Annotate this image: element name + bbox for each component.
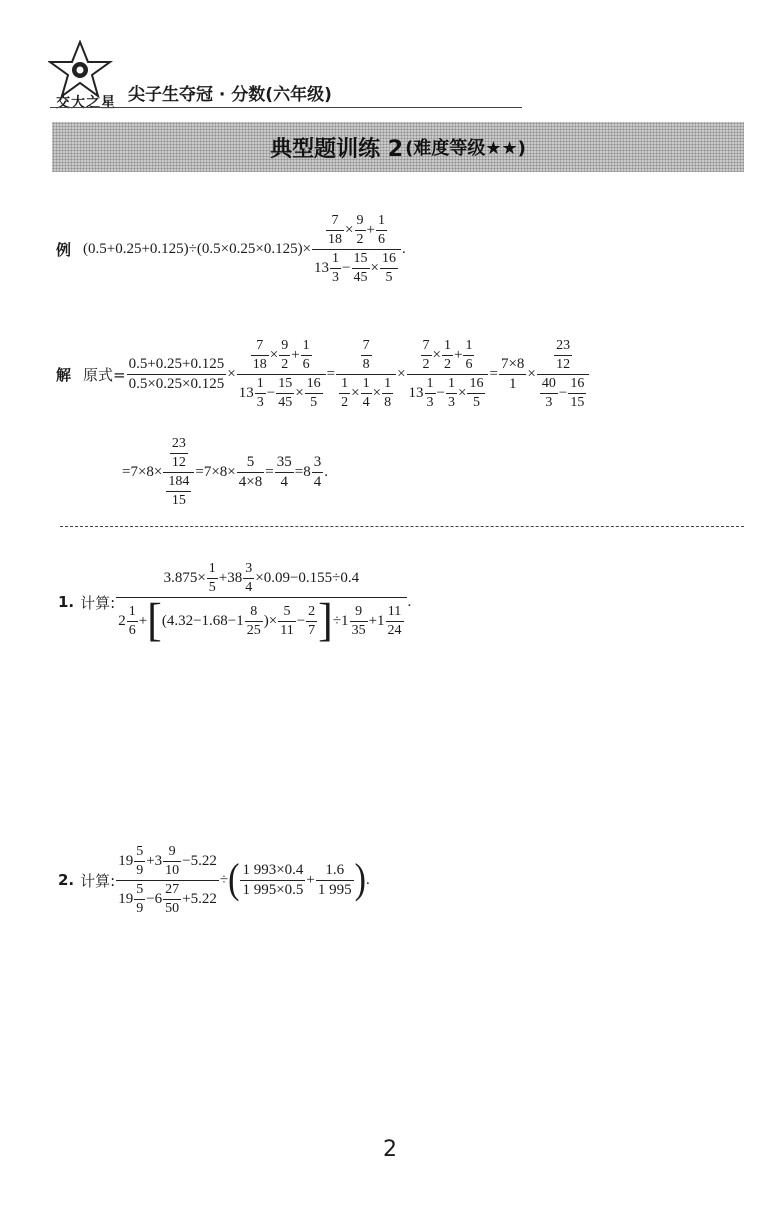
frac-den: 45 [278,394,293,410]
expr-text: )× [263,612,278,629]
mixed-whole: 2 [118,612,126,629]
frac-num: 15 [278,375,293,391]
frac-num: 16 [570,375,585,391]
problem-2-label: 2. [58,871,75,889]
frac-num: 40 [541,375,556,391]
expr-text: 3.875× [163,570,206,586]
problem-2-paren-fraction-2 [316,862,354,899]
frac-num: 1 [208,561,216,576]
frac-den: 2 [444,356,452,372]
header-divider [50,107,522,108]
frac-num: 1 [302,337,310,353]
solution-fraction-4: $\frac{7}{2}$ × $\frac{1}{2}$ + $\frac{1}{6}$ 13 $\frac{1}{3}$ − $\frac{1}{3}$ × $\frac{16}{5}$ [407,338,489,411]
problem-2 [58,832,370,928]
mixed-whole: 8 [303,463,311,480]
expr-text: ÷ [219,871,229,888]
frac-den: 2 [341,394,349,410]
problem-2-end: . [365,871,370,888]
solution-fraction-3: $\frac{7}{8}$ $\frac{1}{2}$ × $\frac{1}{4}$ × $\frac{1}{8}$ [336,338,396,411]
frac-den: 5 [208,580,216,595]
example-line [56,204,406,294]
problem-1-keyword: 计算: [80,593,116,612]
solution-line-1: 解 原式= $\frac{0.5+0.25+0.125}{0.5\times 0.25\times 0.125}$ × $\frac{7}{18}$ × $\frac{9}{2}$ + $\frac{1}{6}$ 13 $\frac{1}{3}$ − $\frac{15}{45}$ × $\frac{16}{5}$ = $\frac{7}{8}$ $\frac{1}{2}$ × $\frac{1}{4}$ × $\frac{1}{8}$ × $\frac{7}{2}$ × $\frac{1}{2}$ + $\frac{1}{6}$ 13 $\frac{1}{3}$ − $\frac{1}{3}$ × $\frac{16}{5}$ = $\frac{7\times 8}{1}$ × $\frac{23}{12}$ $\frac{40}{3}$ − $\frac{16}{15}$ [56,326,590,422]
frac-den: 6 [128,622,136,638]
expr-text: +38 [218,570,243,586]
logo-text: 交大之星 [56,95,116,111]
section-title: 典型题训练 2 [270,136,404,162]
frac-num: 3 [313,453,322,470]
frac-den: 12 [171,454,186,470]
mixed-whole: 13 [314,259,330,276]
frac-den: 15 [171,492,186,508]
frac-num: 1 [465,337,473,353]
example-big-fraction: $\frac{7}{18}$ × $\frac{9}{2}$ + $\frac{1}{6}$ 13 $\frac{1}{3}$ − $\frac{15}{45}$ × $\frac{16}{5}$ [312,213,401,286]
right-paren: ) [354,856,366,903]
frac-den: 8 [384,394,392,410]
frac-num: 16 [469,375,484,391]
mixed-whole: 19 [118,890,134,907]
frac-den: 5 [385,269,393,285]
frac-num: 1 [362,375,370,391]
frac-den: 4 [245,580,253,595]
expr-text: ×0.09−0.155÷0.4 [255,570,360,586]
frac-den: 3 [256,394,264,410]
frac-den: 1 995 [317,881,352,898]
frac-num: 9 [168,843,176,859]
frac-den: 4 [362,394,370,410]
frac-den: 7 [308,622,316,638]
frac-den: 1 995×0.5 [242,881,304,898]
solution-fraction-1 [127,356,227,393]
expr-text: +3 [146,852,163,869]
expr-text: −6 [146,890,163,907]
frac-num: 5 [136,881,144,897]
frac-den: 1 [508,375,517,392]
expr-text: (4.32−1.68−1 [161,612,244,629]
frac-num: 23 [171,435,186,451]
expr-text: − [296,612,306,629]
frac-num: 7×8 [500,355,525,372]
problem-2-keyword: 计算: [80,871,116,890]
frac-num: 1 [384,375,392,391]
solution-end: . [324,463,328,480]
book-title: 尖子生夺冠 · 分数(六年级) [128,85,332,105]
frac-den: 18 [252,356,267,372]
frac-num: 27 [165,881,180,897]
solution-line2-start: =7×8× [122,463,163,480]
solution-fraction-6: $\frac{23}{12}$ $\frac{40}{3}$ − $\frac{16}{15}$ [537,338,589,411]
example-lhs: (0.5+0.25+0.125)÷(0.5×0.25×0.125)× [83,240,312,257]
solution-fraction-8 [237,454,264,491]
frac-num: 5 [246,453,255,470]
left-bracket: [ [147,594,162,647]
frac-den: 8 [362,356,370,372]
solution-start: 原式= [83,365,126,384]
frac-den: 3 [448,394,456,410]
solution-fraction-10 [312,454,324,491]
frac-den: 24 [387,622,402,638]
frac-num: 23 [556,337,571,353]
frac-num: 9 [356,212,364,228]
expr-text: −5.22 [182,852,217,869]
mixed-whole: 19 [118,852,134,869]
frac-den: 9 [136,862,144,878]
frac-num: 0.5+0.25+0.125 [128,355,225,372]
frac-num: 9 [281,337,289,353]
frac-den: 35 [351,622,366,638]
page-number: 2 [383,1137,397,1162]
frac-den: 6 [302,356,310,372]
frac-den: 6 [377,231,385,247]
expr-text: +1 [368,612,385,629]
solution-fraction-5 [499,356,526,393]
frac-num: 15 [353,250,368,266]
problem-1-fraction [116,561,406,647]
problem-2-fraction [116,844,219,917]
frac-den: 5 [472,394,480,410]
problem-1-end: . [407,593,412,610]
frac-den: 2 [422,356,430,372]
frac-den: 9 [136,900,144,916]
frac-num: 9 [355,603,363,619]
frac-num: 11 [387,603,402,619]
solution-line-2: =7×8× $\frac{\frac{23}{12}}{\frac{184}{15}}$ =7×8× $\frac{5}{4\times 8}$ = $\frac{35}{4}$ = 8 $\frac{3}{4}$ . [122,435,328,508]
frac-num: 7 [362,337,370,353]
expr-text: +5.22 [182,890,217,907]
left-paren: ( [228,856,240,903]
frac-den: 45 [353,269,368,285]
frac-num: 1 [377,212,385,228]
frac-den: 4×8 [238,473,263,490]
mixed-whole: 13 [238,384,254,401]
frac-num: 1.6 [325,861,345,878]
frac-num: 5 [136,843,144,859]
example-label: 例 [56,240,72,259]
frac-den: 2 [281,356,289,372]
example-end: . [401,240,406,257]
frac-den: 3 [545,394,553,410]
expr-text: + [306,871,315,888]
frac-num: 7 [422,337,430,353]
frac-num: 1 [444,337,452,353]
mixed-whole: 13 [408,384,424,401]
frac-num: 8 [250,603,258,619]
problem-1-label: 1. [58,593,75,611]
solution-fraction-2: $\frac{7}{18}$ × $\frac{9}{2}$ + $\frac{1}{6}$ 13 $\frac{1}{3}$ − $\frac{15}{45}$ × $\frac{16}{5}$ [237,338,326,411]
star-icon [48,40,118,100]
frac-num: 184 [168,473,190,489]
frac-den: 4 [280,473,288,490]
solution-label: 解 [56,365,72,384]
frac-num: 1 [332,250,340,266]
frac-den: 50 [165,900,180,916]
frac-num: 7 [256,337,264,353]
expr-text: + [138,612,148,629]
frac-num: 16 [381,250,396,266]
dashed-divider [60,526,744,527]
frac-den: 10 [165,862,180,878]
section-banner [52,122,744,172]
frac-num: 1 [341,375,349,391]
frac-num: 16 [306,375,321,391]
frac-num: 1 [448,375,456,391]
frac-den: 0.5×0.25×0.125 [128,375,225,392]
frac-den: 25 [246,622,261,638]
expr-text: ÷1 [332,612,349,629]
solution-line2-mid: =7×8× [195,463,236,480]
solution-fraction-9 [275,454,294,491]
frac-num: 7 [331,212,339,228]
frac-den: 3 [426,394,434,410]
frac-den: 6 [465,356,473,372]
frac-num: 3 [245,561,253,576]
frac-num: 1 [128,603,136,619]
problem-1 [58,556,411,648]
frac-den: 11 [280,622,294,638]
solution-fraction-7 [163,436,194,509]
frac-den: 3 [332,269,340,285]
right-bracket: ] [318,594,333,647]
frac-den: 15 [570,394,585,410]
frac-den: 4 [313,473,322,490]
problem-2-paren-fraction-1 [240,862,305,899]
frac-num: 2 [308,603,316,619]
difficulty-label: (难度等级★★) [405,138,526,159]
frac-num: 35 [276,453,292,470]
frac-num: 1 993×0.4 [242,861,304,878]
frac-num: 5 [283,603,291,619]
frac-den: 2 [356,231,364,247]
frac-den: 5 [310,394,318,410]
frac-den: 12 [556,356,571,372]
frac-den: 18 [328,231,343,247]
frac-num: 1 [256,375,264,391]
frac-num: 1 [426,375,434,391]
